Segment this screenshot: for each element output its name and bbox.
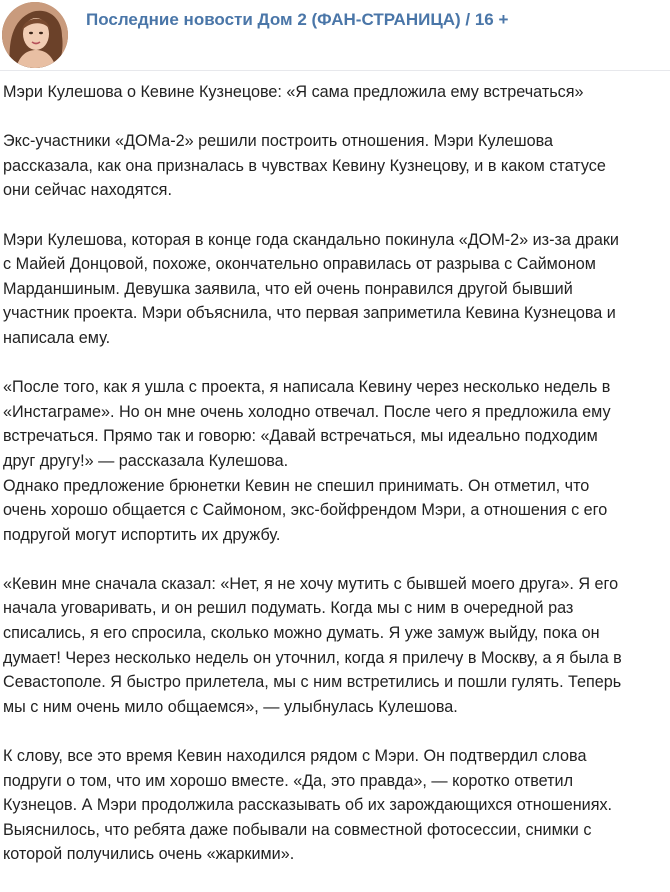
post-title <box>3 80 663 105</box>
text-line: Выяснилось, что ребята даже побывали на совместной фотосессии, снимки с <box>3 820 592 839</box>
text-line: написала ему. <box>3 328 111 347</box>
text-line: друг другу!» — рассказала Кулешова. <box>3 451 289 470</box>
header-divider <box>0 70 670 71</box>
post-header <box>0 0 670 70</box>
text-line: думает! Через несколько недель он уточнил, когда я прилечу в Москву, а я была в <box>3 648 622 667</box>
woman-portrait-icon <box>2 2 68 68</box>
text-line: мы с ним очень мило общаемся», — улыбнулась Кулешова. <box>3 697 458 716</box>
text-line: Однако предложение брюнетки Кевин не спешил принимать. Он отметил, что <box>3 476 590 495</box>
text-line: подруги о том, что им хорошо вместе. «Да, это правда», — коротко ответил <box>3 771 574 790</box>
text-line: Мэри Кулешова, которая в конце года скандально покинула «ДОМ-2» из-за драки <box>3 230 619 249</box>
text-line: очень хорошо общается с Саймоном, экс-бойфрендом Мэри, а отношения с его <box>3 501 608 520</box>
text-line: участник проекта. Мэри объяснила, что первая заприметила Кевина Кузнецова и <box>3 304 616 323</box>
text-line: начала уговаривать, и он решил подумать. Когда мы с ним в очередной раз <box>3 599 574 618</box>
post-title-line: Мэри Кулешова о Кевине Кузнецове: «Я сама предложила ему встречаться» <box>3 83 584 101</box>
text-line: они сейчас находятся. <box>3 181 172 200</box>
post-text <box>3 80 663 892</box>
post-paragraph-1 <box>3 129 663 203</box>
text-line: Марданшиным. Девушка заявила, что ей очень понравился другой бывший <box>3 279 573 298</box>
post-paragraph-4 <box>3 572 663 720</box>
text-line: которой получились очень «жаркими». <box>3 845 295 864</box>
text-line: рассказала, как она призналась в чувствах Кевину Кузнецову, и в каком статусе <box>3 156 606 175</box>
post-paragraph-2 <box>3 228 663 351</box>
text-line: встречаться. Прямо так и говорю: «Давай встречаться, мы идеально подходим <box>3 427 598 446</box>
post-paragraph-3 <box>3 375 663 547</box>
text-line: списались, я его спросила, сколько можно думать. Я уже замуж выйду, пока он <box>3 624 600 643</box>
text-line: Экс-участники «ДОМа-2» решили построить отношения. Мэри Кулешова <box>3 132 554 151</box>
text-line: Кузнецов. А Мэри продолжила рассказывать об их зарождающихся отношениях. <box>3 796 613 815</box>
group-name-link[interactable]: Последние новости Дом 2 (ФАН-СТРАНИЦА) / 16 + <box>86 10 509 29</box>
text-line: с Майей Донцовой, похоже, окончательно оправилась от разрыва с Саймоном <box>3 255 596 274</box>
text-line: «После того, как я ушла с проекта, я написала Кевину через несколько недель в <box>3 378 611 397</box>
text-line: Севастополе. Я быстро прилетела, мы с ним встретились и пошли гулять. Теперь <box>3 673 622 692</box>
group-avatar[interactable] <box>2 2 68 68</box>
text-line: К слову, все это время Кевин находился рядом с Мэри. Он подтвердил слова <box>3 747 587 766</box>
text-line: «Инстаграме». Но он мне очень холодно отвечал. После чего я предложила ему <box>3 402 611 421</box>
text-line: подругой могут испортить их дружбу. <box>3 525 281 544</box>
text-line: «Кевин мне сначала сказал: «Нет, я не хочу мутить с бывшей моего друга». Я его <box>3 574 619 593</box>
post-paragraph-5 <box>3 744 663 867</box>
